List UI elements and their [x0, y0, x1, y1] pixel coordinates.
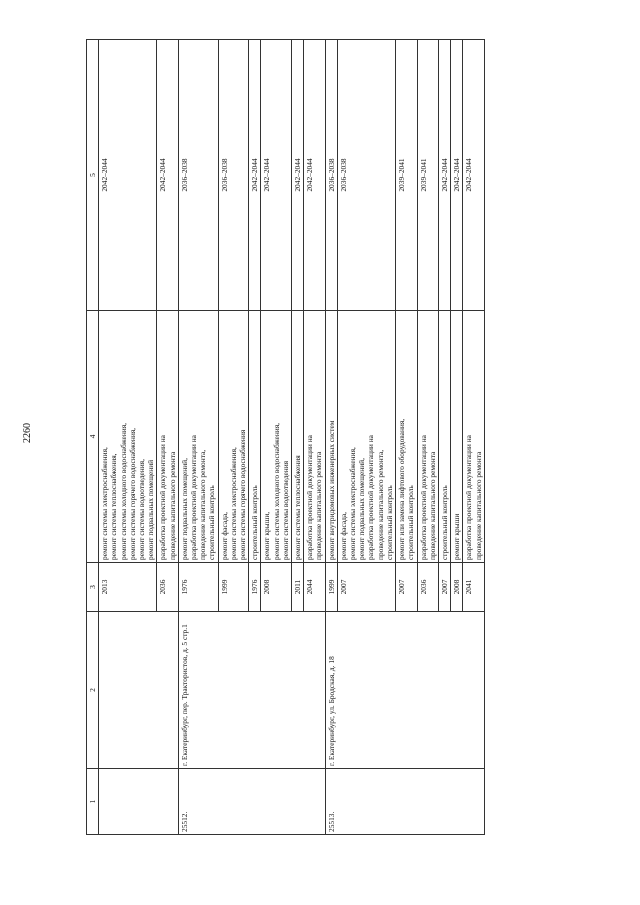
period-cell: 2036–2038	[337, 40, 395, 311]
work-item: строительный контроль	[250, 485, 260, 560]
work-item: ремонт подвальных помещений,	[357, 458, 367, 560]
year-cell: 2013	[99, 563, 157, 612]
works-cell	[304, 311, 325, 563]
work-item: ремонт системы электроснабжения,	[100, 447, 110, 560]
work-item: ремонт системы теплоснабжения,	[109, 453, 119, 560]
work-item: ремонт системы горячего водоснабжения,	[127, 427, 137, 560]
work-item: ремонт системы теплоснабжения	[293, 455, 303, 560]
period-cell: 2042–2044	[249, 40, 261, 311]
work-item: строительный контроль	[207, 485, 217, 560]
header-cell: 5	[87, 40, 99, 311]
works-cell	[451, 311, 463, 563]
work-item: ремонт системы водоотведения	[280, 460, 290, 560]
work-item: проведение капитального ремонта	[314, 451, 324, 560]
work-item: разработка проектной документации на	[305, 435, 315, 560]
work-item: ремонт системы водоотведения,	[137, 459, 147, 560]
work-item: ремонт системы холодного водоснабжения,	[118, 423, 128, 560]
year-cell: 2007	[396, 563, 417, 612]
work-item: ремонт или замена лифтового оборудования,	[397, 418, 407, 560]
work-item: ремонт фасада,	[219, 512, 229, 560]
year-cell: 2044	[304, 563, 325, 612]
year-cell: 1976	[249, 563, 261, 612]
work-item: проведение капитального ремонта	[473, 451, 483, 560]
works-cell	[178, 311, 218, 563]
period-cell: 2036–2038	[218, 40, 249, 311]
year-cell: 2008	[261, 563, 292, 612]
header-cell: 2	[87, 612, 99, 769]
work-item: проведение капитального ремонта	[167, 451, 177, 560]
work-item: ремонт системы горячего водоснабжения	[238, 429, 248, 560]
year-cell: 2007	[438, 563, 450, 612]
period-cell: 2042–2044	[304, 40, 325, 311]
year-cell: 2036	[157, 563, 178, 612]
period-cell: 2042–2044	[157, 40, 178, 311]
row-number: 25513.	[325, 769, 484, 835]
year-cell: 2036	[417, 563, 438, 612]
work-item: разработка проектной документации на	[366, 435, 376, 560]
table-row	[178, 40, 218, 835]
work-item: разработка проектной документации на	[189, 435, 199, 560]
period-cell: 2036–2038	[325, 40, 337, 311]
period-cell: 2042–2044	[463, 40, 484, 311]
row-number	[99, 769, 179, 835]
work-item: ремонт системы холодного водоснабжения,	[271, 423, 281, 560]
work-item: строительный контроль	[439, 485, 449, 560]
work-item: ремонт подвальных помещений,	[179, 458, 189, 560]
works-cell	[325, 311, 337, 563]
work-item: ремонт фасада,	[338, 512, 348, 560]
work-item: разработка проектной документации на	[158, 435, 168, 560]
works-cell	[417, 311, 438, 563]
year-cell: 2008	[451, 563, 463, 612]
period-cell: 2039–2041	[417, 40, 438, 311]
period-cell: 2042–2044	[99, 40, 157, 311]
work-item: строительный контроль	[384, 485, 394, 560]
header-cell: 4	[87, 311, 99, 563]
period-cell: 2036–2038	[178, 40, 218, 311]
period-cell: 2042–2044	[438, 40, 450, 311]
row-number: 25512.	[178, 769, 325, 835]
page-number: 2260	[22, 423, 33, 443]
works-cell	[249, 311, 261, 563]
rotated-table-container	[86, 40, 529, 835]
year-cell: 2011	[292, 563, 304, 612]
works-cell	[218, 311, 249, 563]
capital-repair-table	[86, 39, 485, 835]
work-item: ремонт подвальных помещений	[146, 459, 156, 560]
table-row	[99, 40, 157, 835]
year-cell: 1976	[178, 563, 218, 612]
works-cell	[337, 311, 395, 563]
work-item: разработка проектной документации на	[418, 435, 428, 560]
year-cell: 1999	[325, 563, 337, 612]
works-cell	[261, 311, 292, 563]
works-cell	[438, 311, 450, 563]
work-item: проведение капитального ремонта,	[375, 449, 385, 560]
work-item: ремонт системы электроснабжения,	[228, 447, 238, 560]
year-cell: 2041	[463, 563, 484, 612]
work-item: проведение капитального ремонта,	[198, 449, 208, 560]
work-item: разработка проектной документации на	[464, 435, 474, 560]
period-cell: 2039–2041	[396, 40, 417, 311]
period-cell: 2042–2044	[261, 40, 292, 311]
year-cell: 1999	[218, 563, 249, 612]
address-cell: г. Екатеринбург, ул. Бродская, д. 18	[325, 612, 484, 769]
work-item: ремонт крыши	[452, 513, 462, 560]
address-cell	[99, 612, 179, 769]
work-item: строительный контроль	[406, 485, 416, 560]
header-cell: 1	[87, 769, 99, 835]
work-item: проведение капитального ремонта	[427, 451, 437, 560]
header-row	[87, 40, 99, 835]
work-item: ремонт крыши,	[262, 511, 272, 560]
work-item: ремонт системы электроснабжения,	[348, 447, 358, 560]
period-cell: 2042–2044	[292, 40, 304, 311]
header-cell: 3	[87, 563, 99, 612]
works-cell	[99, 311, 157, 563]
table-row	[325, 40, 337, 835]
works-cell	[396, 311, 417, 563]
work-item: ремонт внутридомовых инженерных систем	[326, 420, 336, 560]
works-cell	[292, 311, 304, 563]
works-cell	[463, 311, 484, 563]
table-body	[99, 40, 485, 835]
works-cell	[157, 311, 178, 563]
year-cell: 2007	[337, 563, 395, 612]
period-cell: 2042–2044	[451, 40, 463, 311]
address-cell: г. Екатеринбург, пер. Трактористов, д. 5 стр.1	[178, 612, 325, 769]
